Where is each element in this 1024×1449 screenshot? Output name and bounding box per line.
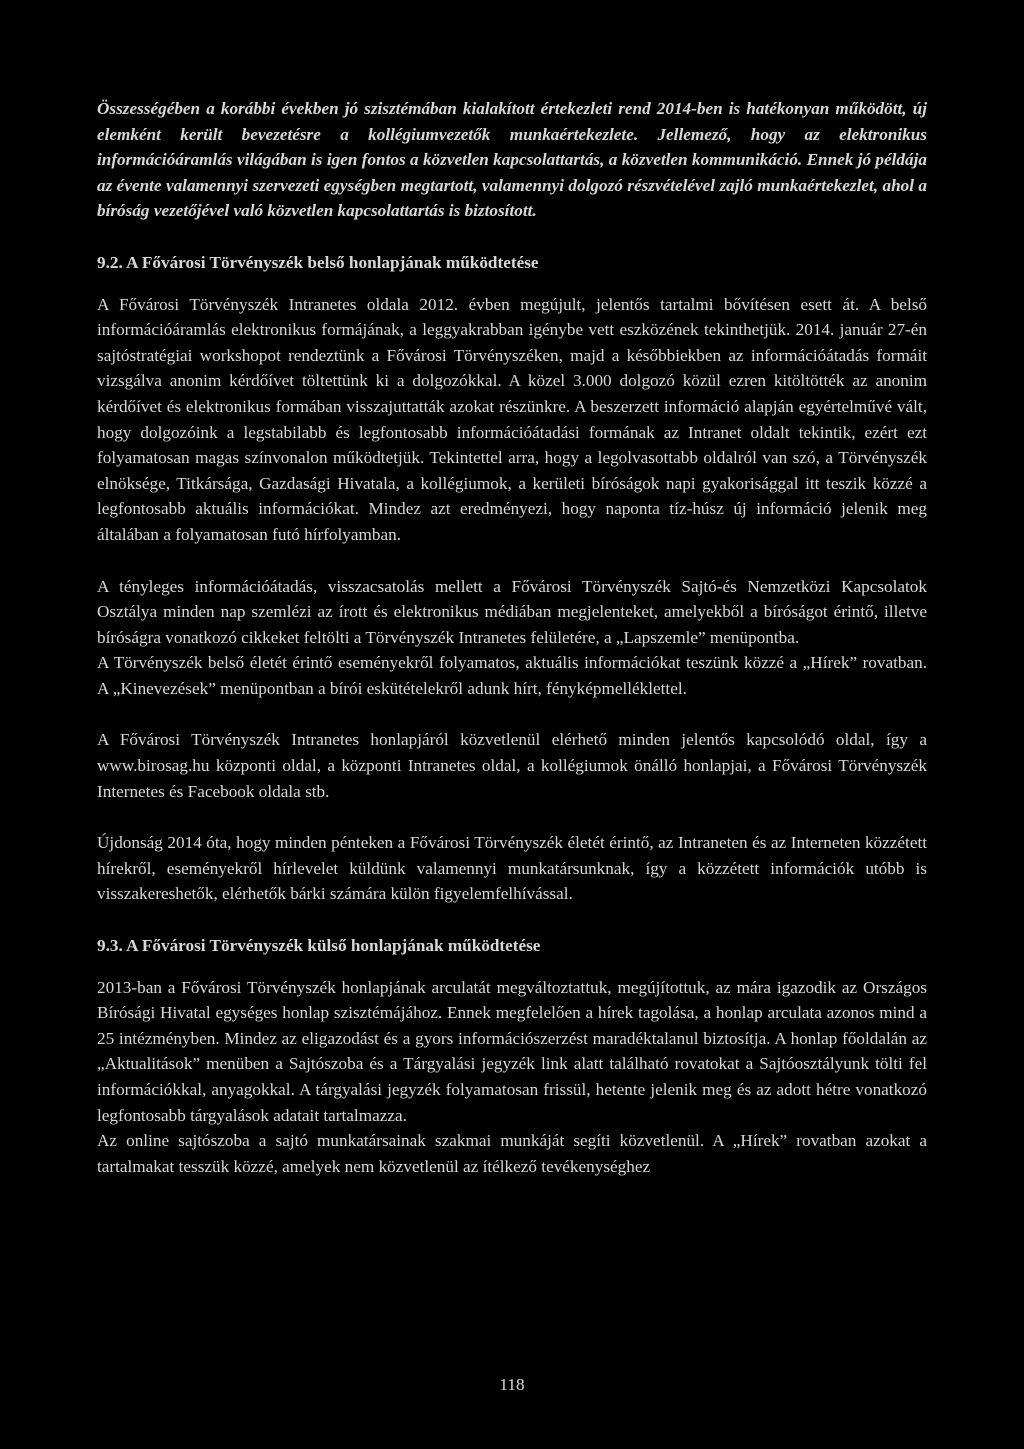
section-9-2-heading: 9.2. A Fővárosi Törvényszék belső honlapjának működtetése (97, 252, 539, 272)
section-9-2-paragraph-5: Újdonság 2014 óta, hogy minden pénteken a Fővárosi Törvényszék életét érintő, az Intraneten és az Interneten közzétett hírekről, eseményekről hírlevelet küldünk valamennyi munkatársunknak, így a közzétett információk utóbb is visszakereshetők, elérhetők bárki számára külön figyelemfelhívással. (97, 833, 927, 904)
page-number: 118 (499, 1375, 525, 1394)
spacer (97, 701, 927, 727)
spacer (97, 276, 927, 292)
spacer (97, 907, 927, 933)
spacer (97, 804, 927, 830)
section-9-3-paragraph-2: Az online sajtószoba a sajtó munkatársainak szakmai munkáját segíti közvetlenül. A „Hírek” rovatban azokat a tartalmakat tesszük közzé, amelyek nem közvetlenül az ítélkező tevékenységhez (97, 1131, 927, 1176)
document-page (97, 96, 927, 1179)
spacer (97, 959, 927, 975)
section-9-3-paragraph-1: 2013-ban a Fővárosi Törvényszék honlapjának arculatát megváltoztattuk, megújítottuk, az mára igazodik az Országos Bírósági Hivatal egységes honlap szisztémájához. Ennek megfelelően a hírek tagolása, a honlap arculata azonos mind a 25 intézményben. Mindez az eligazodást és a gyors információszerzést maradéktalanul biztosítja. A honlap főoldalán az „Aktualitások” menüben a Sajtószoba és a Tárgyalási jegyzék link alatt található rovatokat a Sajtóosztályunk tölti fel információkkal, anyagokkal. A tárgyalási jegyzék folyamatosan frissül, hetente jelenik meg és az adott hétre vonatkozó legfontosabb tárgyalások adatait tartalmazza. (97, 977, 927, 1125)
intro-paragraph: Összességében a korábbi években jó szisztémában kialakított értekezleti rend 2014-ben is hatékonyan működött, új elemként került bevezetésre a kollégiumvezetők munkaértekezlete. Jellemező, hogy az elektronikus információáramlás világában is igen fontos a közvetlen kapcsolattartás, a közvetlen kommunikáció. Ennek jó példája az évente valamennyi szervezeti egységben megtartott, valamennyi dolgozó részvételével zajló munkaértekezlet, ahol a bíróság vezetőjével való közvetlen kapcsolattartás is biztosított. (97, 99, 927, 221)
section-9-2-paragraph-4: A Fővárosi Törvényszék Intranetes honlapjáról közvetlenül elérhető minden jelentős kapcsolódó oldal, így a www.birosag.hu központi oldal, a központi Intranetes oldal, a kollégiumok önálló honlapjai, a Fővárosi Törvényszék Internetes és Facebook oldala stb. (97, 730, 927, 801)
section-9-3-heading: 9.3. A Fővárosi Törvényszék külső honlapjának működtetése (97, 936, 541, 956)
section-9-2-paragraph-3: A Törvényszék belső életét érintő eseményekről folyamatos, aktuális információkat teszünk közzé a „Hírek” rovatban. A „Kinevezések” menüpontban a bírói eskütételekről adunk hírt, fényképmelléklettel. (97, 653, 927, 698)
spacer (97, 548, 927, 574)
section-9-2-paragraph-1: A Fővárosi Törvényszék Intranetes oldala 2012. évben megújult, jelentős tartalmi bővítésen esett át. A belső információáramlás elektronikus formájának, a leggyakrabban igénybe vett eszközének tekinthetjük. 2014. január 27-én sajtóstratégiai workshopot rendeztünk a Fővárosi Törvényszéken, majd a későbbiekben az információátadás formáit vizsgálva anonim kérdőívet töltettünk ki a dolgozókkal. A közel 3.000 dolgozó közül ezren kitöltötték az anonim kérdőívet és elektronikus formában visszajuttatták azokat részünkre. A beszerzett információ alapján egyértelművé vált, hogy dolgozóink a legstabilabb és legfontosabb információátadási formának az Intranet oldalt tekintik, ezért ezt folyamatosan magas színvonalon működtetjük. Tekintettel arra, hogy a legolvasottabb oldalról van szó, a Törvényszék elnöksége, Titkársága, Gazdasági Hivatala, a kollégiumok, a kerületi bíróságok napi gyakorisággal itt teszik közzé a legfontosabb aktuális információkat. Mindez azt eredményezi, hogy naponta tíz-húsz új információ jelenik meg általában a folyamatosan futó hírfolyamban. (97, 294, 927, 544)
spacer (97, 224, 927, 250)
section-9-2-paragraph-2: A tényleges információátadás, visszacsatolás mellett a Fővárosi Törvényszék Sajtó-és Nemzetközi Kapcsolatok Osztálya minden nap szemlézi az írott és elektronikus médiában megjelenteket, amelyekből a bíróságot érintő, illetve bíróságra vonatkozó cikkeket feltölti a Törvényszék Intranetes felületére, a „Lapszemle” menüpontba. (97, 576, 927, 647)
